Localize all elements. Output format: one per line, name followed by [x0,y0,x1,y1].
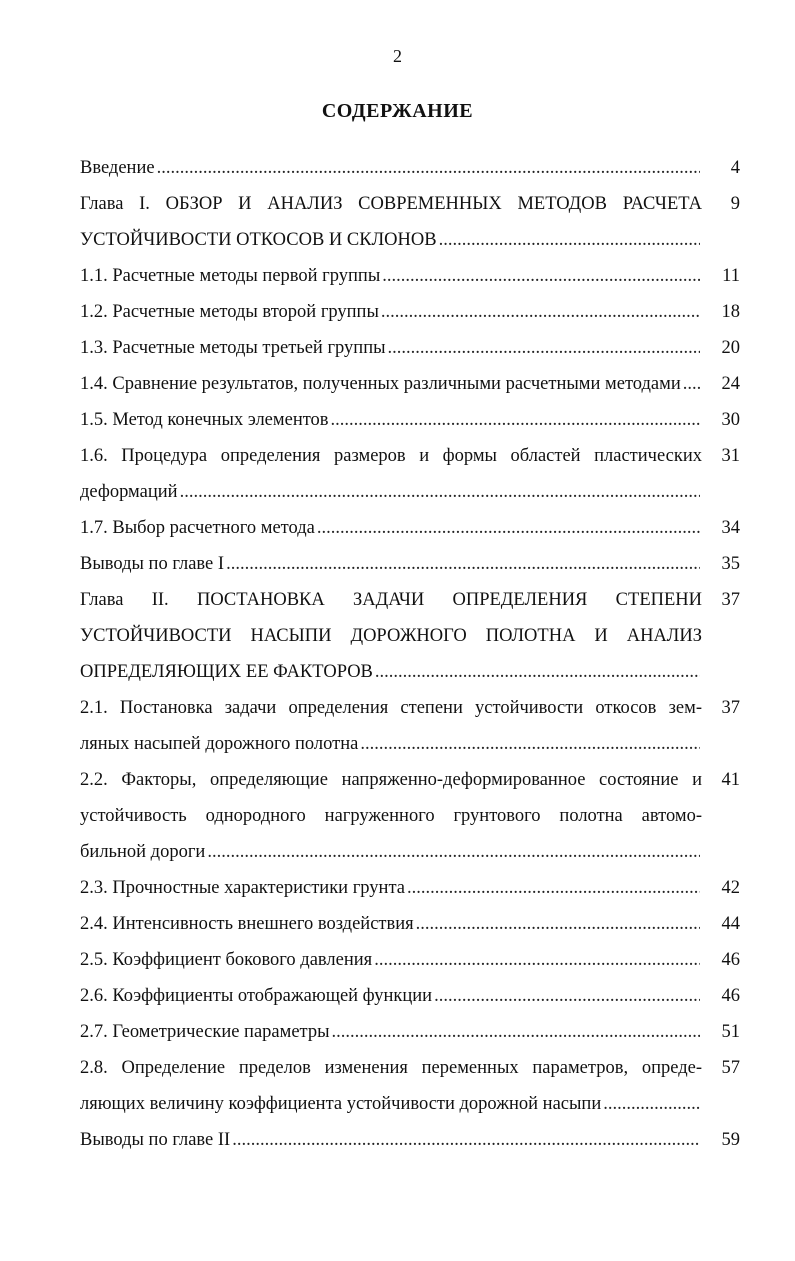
toc-entry-page: 37 [721,698,740,718]
page-title: СОДЕРЖАНИЕ [321,100,474,122]
toc-entry-text: ляных насыпей дорожного полотна [80,734,359,754]
toc-entry [80,258,740,294]
toc-entry-line [80,798,740,834]
toc-entry [80,1050,740,1122]
table-of-contents [80,150,740,1158]
toc-entry-page: 18 [721,302,740,322]
toc-entry-line [80,1122,740,1158]
dot-leader [180,474,700,510]
toc-entry-text: 2.2. Факторы, определяющие напряженно-деформированное состояние и [80,770,702,790]
toc-entry-text: 1.5. Метод конечных элементов [80,410,329,430]
toc-entry-line [80,294,740,330]
toc-entry-text: Глава II. ПОСТАНОВКА ЗАДАЧИ ОПРЕДЕЛЕНИЯ СТЕПЕНИ [80,590,702,610]
toc-entry-line [80,366,740,402]
toc-entry-page: 11 [722,266,740,286]
toc-entry-line [80,654,740,690]
toc-entry-page: 46 [721,986,740,1006]
toc-entry [80,1014,740,1050]
toc-entry-line [80,438,740,474]
toc-entry-text: 1.1. Расчетные методы первой группы [80,266,381,286]
toc-entry-text: 1.6. Процедура определения размеров и формы областей пластических [80,446,702,466]
toc-entry-line [80,1086,740,1122]
toc-entry-line [80,474,740,510]
dot-leader [331,402,700,438]
toc-entry [80,870,740,906]
dot-leader [683,366,700,402]
toc-entry-text: Введение [80,158,155,178]
toc-entry-text: ОПРЕДЕЛЯЮЩИХ ЕЕ ФАКТОРОВ [80,662,373,682]
toc-entry-text: 1.2. Расчетные методы второй группы [80,302,379,322]
toc-entry-page: 9 [730,194,740,214]
toc-entry-page: 57 [721,1058,740,1078]
toc-entry [80,906,740,942]
toc-entry-line [80,222,740,258]
toc-entry [80,150,740,186]
toc-entry-page: 41 [721,770,740,790]
toc-entry-text: 1.7. Выбор расчетного метода [80,518,315,538]
toc-entry-text: УСТОЙЧИВОСТИ ОТКОСОВ И СКЛОНОВ [80,230,437,250]
toc-entry-text: 2.8. Определение пределов изменения переменных параметров, опреде- [80,1058,702,1078]
toc-entry-text: ляющих величину коэффициента устойчивости дорожной насыпи [80,1094,602,1114]
toc-entry [80,546,740,582]
dot-leader [317,510,700,546]
dot-leader [226,546,700,582]
toc-entry-text: устойчивость однородного нагруженного грунтового полотна автомо- [80,806,702,826]
toc-entry-page: 42 [721,878,740,898]
toc-entry-text: 2.5. Коэффициент бокового давления [80,950,373,970]
dot-leader [332,1014,700,1050]
toc-entry-line [80,510,740,546]
toc-entry-line [80,834,740,870]
toc-entry-page: 46 [721,950,740,970]
dot-leader [157,150,700,186]
toc-entry-text: Глава I. ОБЗОР И АНАЛИЗ СОВРЕМЕННЫХ МЕТОДОВ РАСЧЕТА [80,194,702,214]
toc-entry-text: Выводы по главе II [80,1130,231,1150]
toc-entry-line [80,762,740,798]
toc-entry [80,330,740,366]
dot-leader [360,726,700,762]
toc-entry [80,294,740,330]
toc-entry-page: 24 [721,374,740,394]
dot-leader [232,1122,700,1158]
dot-leader [375,654,700,690]
toc-entry-line [80,1014,740,1050]
dot-leader [374,942,700,978]
dot-leader [388,330,700,366]
toc-entry-page: 20 [721,338,740,358]
toc-entry-page: 31 [721,446,740,466]
toc-entry [80,510,740,546]
toc-entry-page: 35 [721,554,740,574]
toc-entry-text: 1.4. Сравнение результатов, полученных различными расчетными методами [80,374,681,394]
dot-leader [434,978,700,1014]
toc-entry-line [80,330,740,366]
toc-entry-text: 2.7. Геометрические параметры [80,1022,330,1042]
toc-entry [80,1122,740,1158]
toc-entry-text: 2.1. Постановка задачи определения степени устойчивости откосов зем- [80,698,702,718]
toc-entry [80,186,740,258]
toc-entry-line [80,942,740,978]
toc-entry-text: 2.3. Прочностные характеристики грунта [80,878,405,898]
dot-leader [603,1086,700,1122]
toc-entry-page: 37 [721,590,740,610]
toc-entry-line [80,618,740,654]
toc-entry-line [80,150,740,186]
dot-leader [416,906,700,942]
toc-entry [80,402,740,438]
toc-entry-line [80,546,740,582]
toc-entry [80,366,740,402]
toc-entry-line [80,1050,740,1086]
dot-leader [381,294,700,330]
dot-leader [207,834,700,870]
toc-entry [80,942,740,978]
toc-entry-line [80,258,740,294]
toc-entry-text: бильной дороги [80,842,206,862]
toc-entry-text: деформаций [80,482,178,502]
toc-entry-line [80,870,740,906]
toc-entry-line [80,402,740,438]
toc-entry [80,438,740,510]
toc-entry-page: 30 [721,410,740,430]
toc-entry-text: УСТОЙЧИВОСТИ НАСЫПИ ДОРОЖНОГО ПОЛОТНА И АНАЛИЗ [80,626,702,646]
toc-entry-line [80,186,740,222]
dot-leader [439,222,700,258]
toc-entry [80,582,740,690]
toc-entry-page: 34 [721,518,740,538]
toc-entry-text: Выводы по главе I [80,554,225,574]
toc-entry-page: 44 [721,914,740,934]
toc-entry-line [80,582,740,618]
toc-entry-text: 2.6. Коэффициенты отображающей функции [80,986,433,1006]
toc-entry [80,978,740,1014]
toc-entry-line [80,726,740,762]
toc-entry-text: 2.4. Интенсивность внешнего воздействия [80,914,414,934]
toc-entry-line [80,978,740,1014]
toc-entry-page: 4 [730,158,740,178]
toc-entry [80,762,740,870]
toc-entry-line [80,690,740,726]
dot-leader [407,870,700,906]
page-number: 2 [393,46,402,66]
toc-entry-line [80,906,740,942]
toc-entry-text: 1.3. Расчетные методы третьей группы [80,338,386,358]
toc-entry [80,690,740,762]
toc-entry-page: 59 [721,1130,740,1150]
toc-entry-page: 51 [721,1022,740,1042]
dot-leader [382,258,700,294]
